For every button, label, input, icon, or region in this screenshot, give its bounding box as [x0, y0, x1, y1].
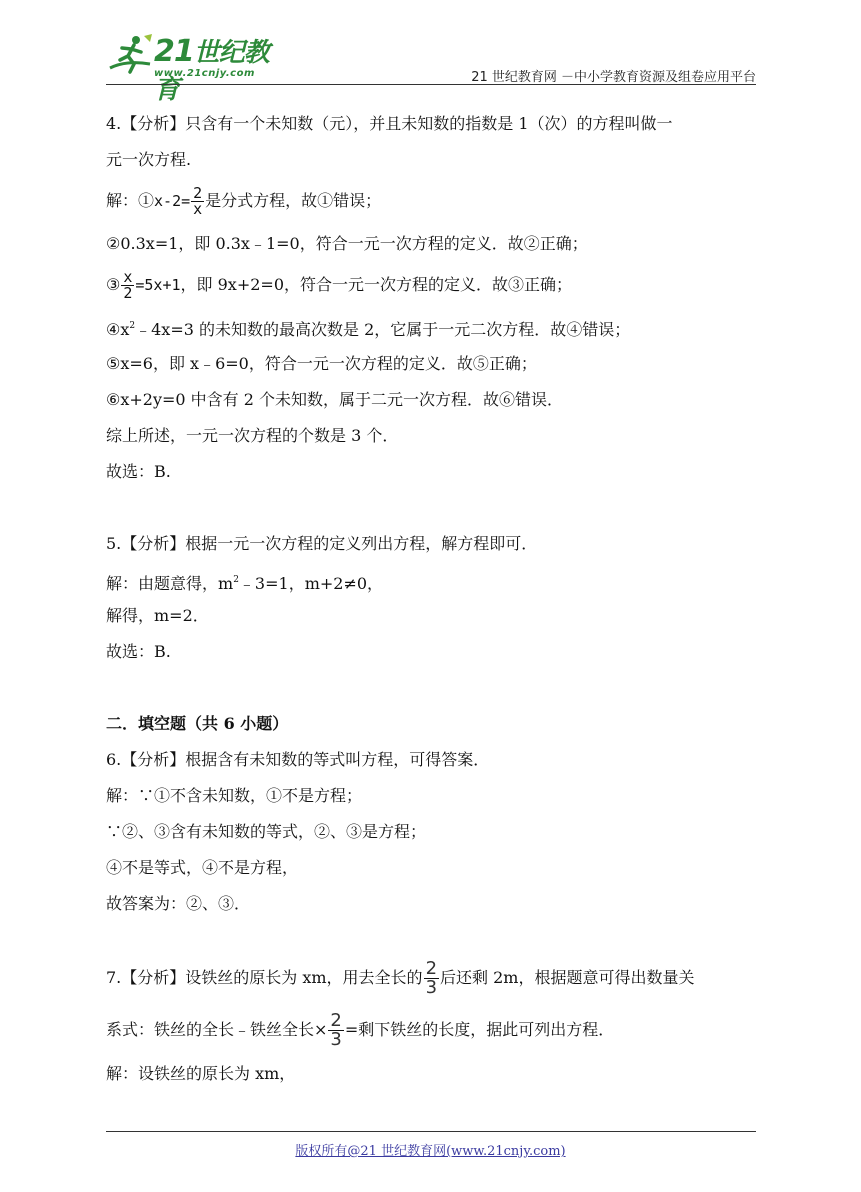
- header-divider: [106, 84, 756, 85]
- site-logo: [106, 30, 286, 105]
- footer-copyright-link[interactable]: 版权所有@21 世纪教育网(www.21cnjy.com): [295, 1144, 566, 1159]
- q4-step3: ③ $\frac{x}{2}$ =5x+1，即 9x+2=0，符合一元一次方程的定义．故③正确；: [106, 268, 572, 302]
- q4-answer: 故选：B.: [106, 462, 171, 481]
- q6-step1: 解：∵①不含未知数，①不是方程；: [106, 786, 363, 805]
- q4-analysis-line2: 元一次方程.: [106, 150, 192, 169]
- q4-step6: ⑥x+2y=0 中含有 2 个未知数，属于二元一次方程．故⑥错误．: [106, 390, 564, 409]
- section-title: 二．填空题（共 6 小题）: [106, 714, 289, 733]
- q5-step2: 解得，m=2．: [106, 606, 209, 625]
- q6-step2: ∵②、③含有未知数的等式，②、③是方程；: [106, 822, 427, 841]
- q4-step1: 解：①x-2= $\frac{2}{x}$ 是分式方程，故①错误；: [106, 184, 382, 218]
- header-site-title: 21 世纪教育网 －中小学教育资源及组卷应用平台: [471, 70, 756, 85]
- q5-answer: 故选：B.: [106, 642, 171, 661]
- fraction: $\frac{2}{3}$: [425, 958, 438, 998]
- q4-analysis-line1: 4.【分析】只含有一个未知数（元），并且未知数的指数是 1（次）的方程叫做一: [106, 114, 673, 133]
- fraction: $\frac{2}{3}$: [330, 1010, 342, 1050]
- logo-url: www.21cnjy.com: [154, 68, 255, 79]
- q4-summary: 综上所述，一元一次方程的个数是 3 个．: [106, 426, 399, 445]
- page-header: [106, 30, 756, 105]
- footer-divider: [106, 1131, 756, 1132]
- q7-step1: 解：设铁丝的原长为 xm，: [106, 1064, 296, 1083]
- fraction: $\frac{2}{x}$: [193, 184, 203, 218]
- q4-step5: ⑤x=6，即 x﹣6=0，符合一元一次方程的定义．故⑤正确；: [106, 354, 537, 373]
- q5-step1: 解：由题意得，$m^2﹣3=1$，m+2≠0，: [106, 574, 384, 593]
- q6-analysis: 6.【分析】根据含有未知数的等式叫方程，可得答案．: [106, 750, 490, 769]
- q7-analysis-line1: 7.【分析】设铁丝的原长为 xm，用去全长的 $\frac{2}{3}$ 后还剩 2m，根据题意可得出数量关: [106, 958, 695, 998]
- q4-step4: $④x^2﹣4x=3$ 的未知数的最高次数是 2，它属于一元二次方程．故④错误；: [106, 320, 631, 339]
- runner-logo-icon: [106, 30, 156, 80]
- q7-analysis-line2: 系式：铁丝的全长﹣铁丝全长× $\frac{2}{3}$ =剩下铁丝的长度，据此可列出方程．: [106, 1010, 615, 1050]
- logo-wordmark: 21世纪教育: [154, 34, 269, 105]
- q5-analysis: 5.【分析】根据一元一次方程的定义列出方程，解方程即可．: [106, 534, 538, 553]
- q4-step2: ②0.3x=1，即 0.3x﹣1=0，符合一元一次方程的定义．故②正确；: [106, 234, 588, 253]
- q6-answer: 故答案为：②、③．: [106, 894, 251, 913]
- fraction: $\frac{x}{2}$: [123, 268, 133, 302]
- q6-step3: ④不是等式，④不是方程，: [106, 858, 299, 877]
